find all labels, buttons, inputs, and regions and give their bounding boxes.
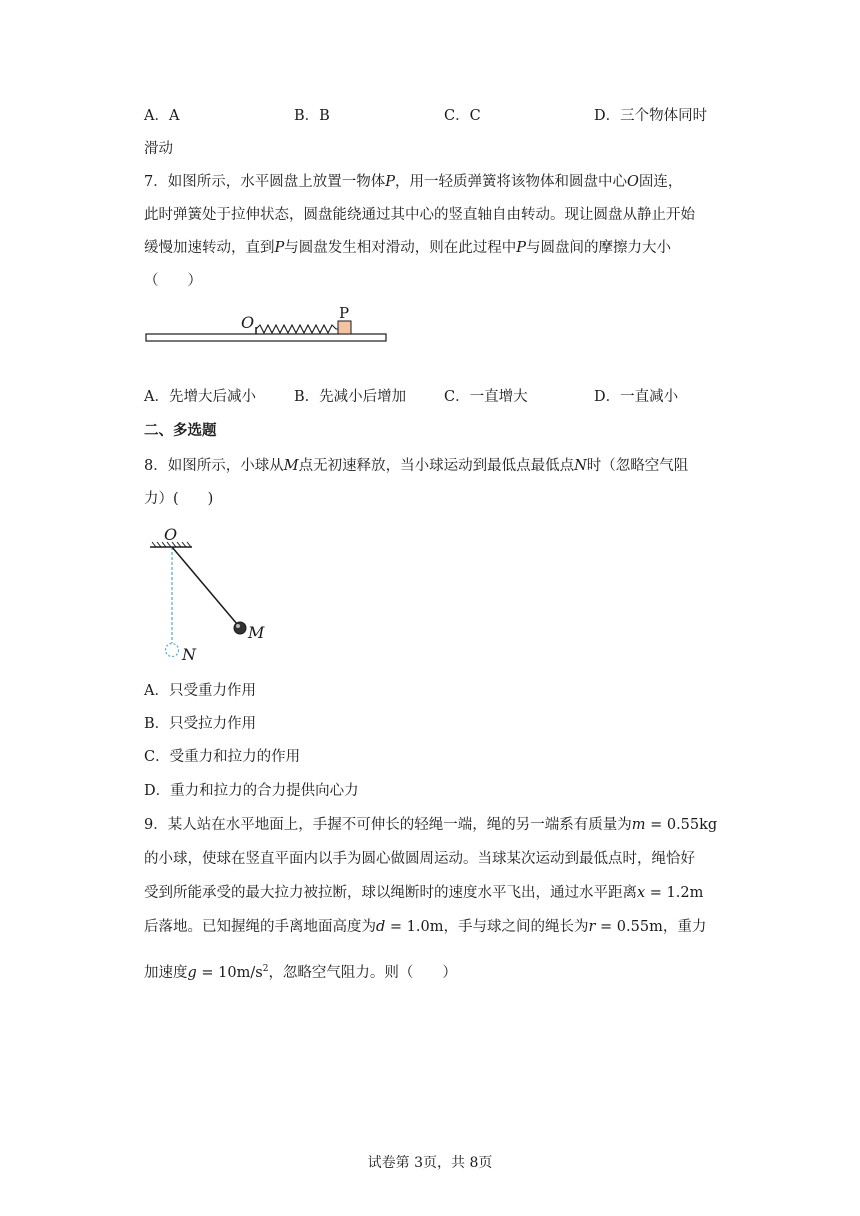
label-o: O: [164, 525, 178, 544]
q7-stem-line3: 缓慢加速转动，直到P与圆盘发生相对滑动，则在此过程中P与圆盘间的摩擦力大小: [144, 240, 672, 256]
q9-stem-line4: 后落地。已知握绳的手离地面高度为d = 1.0m，手与球之间的绳长为r = 0.55m，重力: [144, 919, 707, 935]
q9-stem-line1: 9．某人站在水平地面上，手握不可伸长的轻绳一端，绳的另一端系有质量为m = 0.55kg: [144, 817, 718, 833]
label-m: M: [248, 623, 265, 642]
q7-option-a: A．先增大后减小: [144, 389, 256, 405]
disk-plate: [146, 334, 386, 341]
rope: [172, 547, 237, 624]
q6-option-d: D．三个物体同时: [594, 108, 708, 124]
spring: [256, 325, 338, 333]
q7-option-d: D．一直减小: [594, 389, 679, 405]
q7-stem-line2: 此时弹簧处于拉伸状态，圆盘能绕通过其中心的竖直轴自由转动。现让圆盘从静止开始: [144, 207, 695, 223]
q8-option-d: D．重力和拉力的合力提供向心力: [144, 783, 359, 799]
page-footer: 试卷第 3页，共 8页: [367, 1155, 493, 1171]
q9-stem-line2: 的小球，使球在竖直平面内以手为圆心做圆周运动。当球某次运动到最低点时，绳恰好: [144, 851, 695, 867]
q6-option-b: B．B: [294, 108, 330, 124]
q9-stem-line5: 加速度$g = 10m/s^2$，忽略空气阻力。则（ ）: [144, 964, 457, 981]
q7-answer-parens: （ ）: [144, 273, 202, 289]
label-n: N: [182, 645, 196, 664]
q8-option-c: C．受重力和拉力的作用: [144, 749, 301, 765]
q6-option-d-continuation: 滑动: [144, 141, 173, 157]
q7-option-c: C．一直增大: [444, 389, 528, 405]
label-p: P: [339, 304, 350, 322]
q8-pendulum-figure: [140, 522, 280, 667]
q8-stem-line1: 8．如图所示，小球从M点无初速释放，当小球运动到最低点最低点N时（忽略空气阻: [144, 458, 689, 474]
section-heading-multi-choice: 二、多选题: [144, 422, 217, 439]
ball-position-n: [166, 644, 179, 657]
block-p: [338, 321, 351, 334]
q7-stem-line1: 7．如图所示，水平圆盘上放置一物体P，用一轻质弹簧将该物体和圆盘中心O固连，: [144, 174, 683, 190]
ball-m: [234, 622, 246, 634]
q7-disk-spring-figure: [140, 300, 400, 350]
q6-option-c: C．C: [444, 108, 481, 124]
q9-stem-line3: 受到所能承受的最大拉力被拉断，球以绳断时的速度水平飞出，通过水平距离x = 1.2m: [144, 885, 704, 901]
q8-stem-line2: 力）( ): [144, 491, 214, 507]
q8-option-b: B．只受拉力作用: [144, 716, 257, 732]
q6-option-a: A．A: [144, 108, 180, 124]
label-o: O: [241, 313, 255, 332]
q8-option-a: A．只受重力作用: [144, 683, 256, 699]
q7-option-b: B．先减小后增加: [294, 389, 407, 405]
